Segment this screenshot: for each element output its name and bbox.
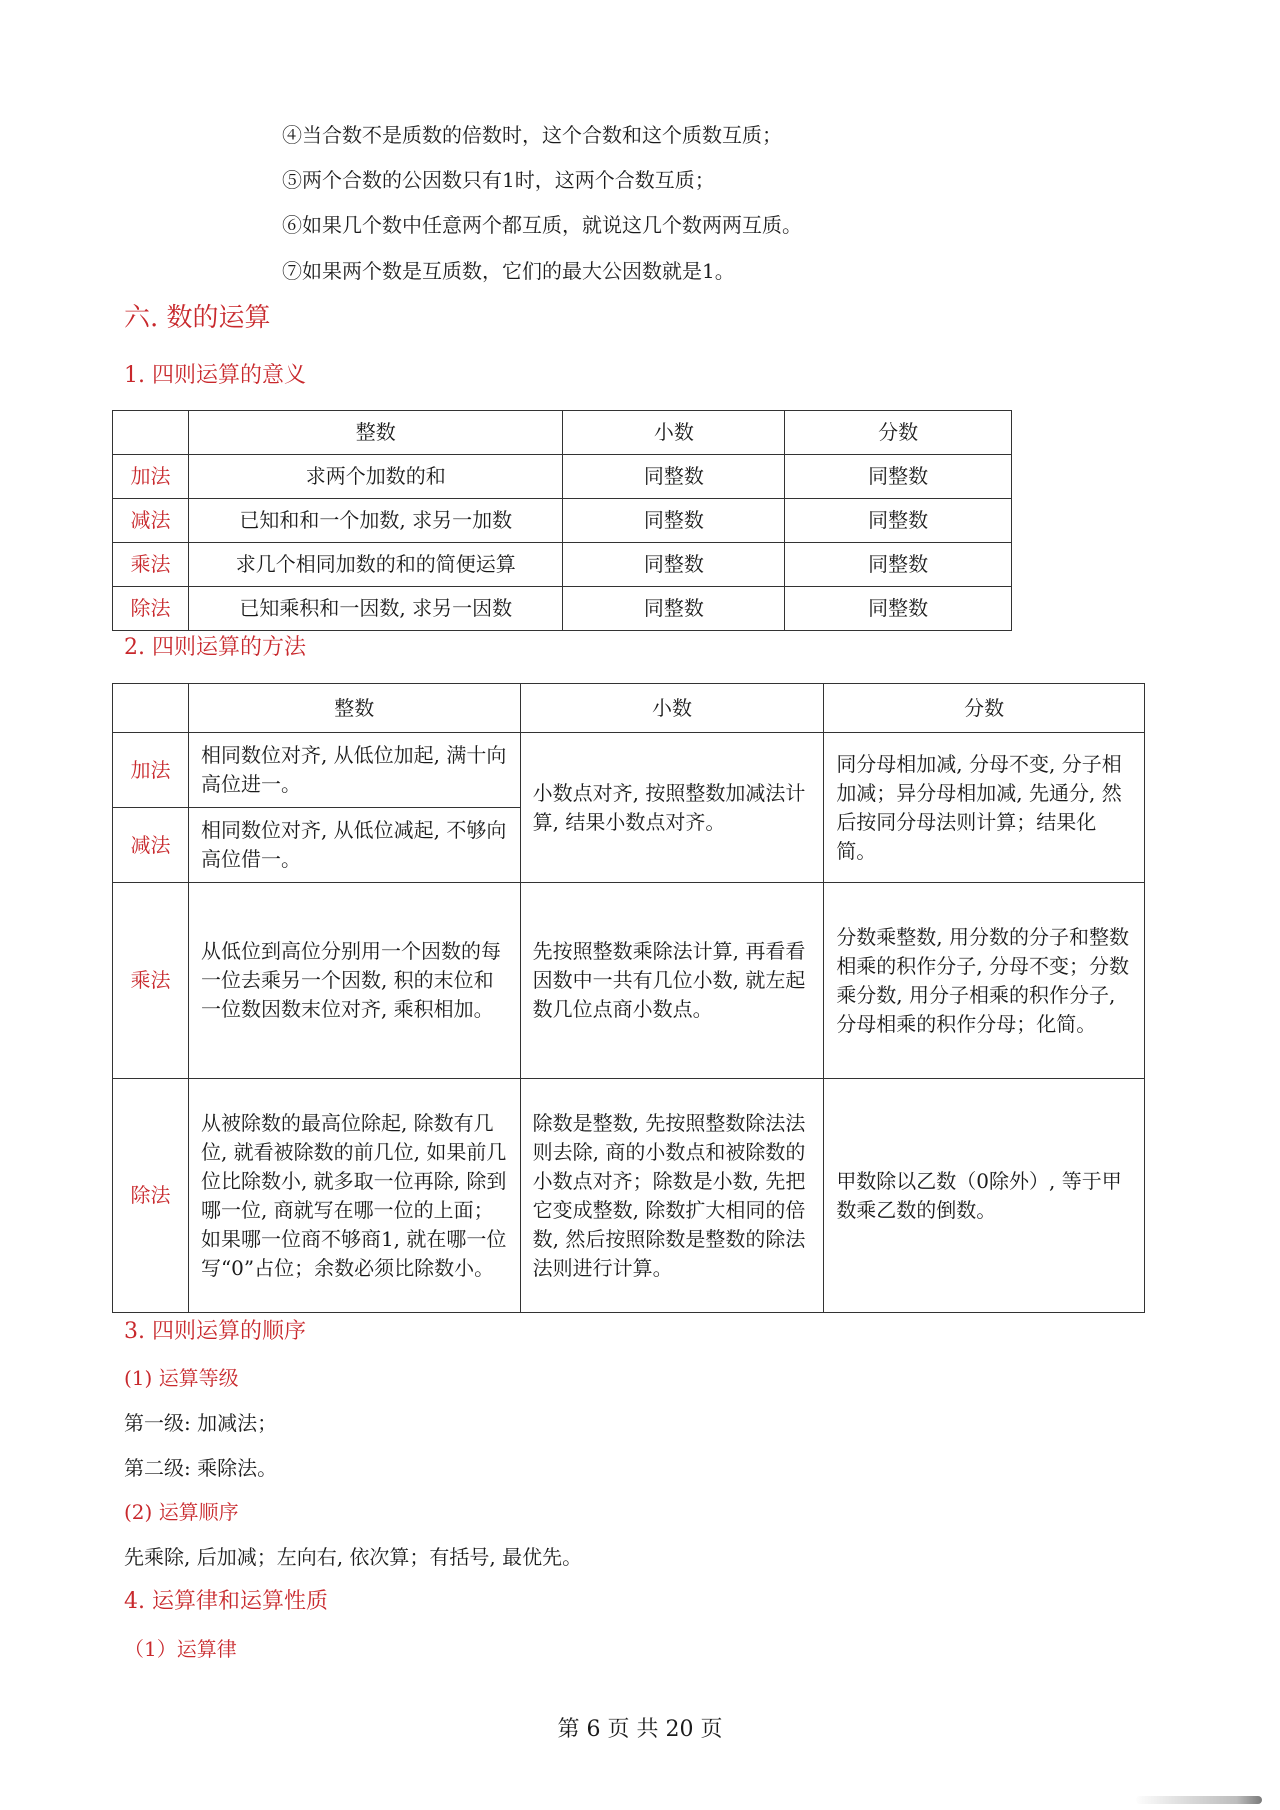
horizontal-scrollbar[interactable] <box>1136 1796 1262 1804</box>
table-header-cell <box>113 684 189 733</box>
table-cell: 同整数 <box>785 587 1012 631</box>
table-cell: 求两个加数的和 <box>188 455 563 499</box>
table-cell: 先按照整数乘除法计算, 再看看因数中一共有几位小数, 就左起数几位点商小数点。 <box>520 883 824 1079</box>
table-header-cell: 整数 <box>188 684 520 733</box>
operation-label: 加法 <box>113 455 189 499</box>
table-cell: 从低位到高位分别用一个因数的每一位去乘另一个因数, 积的末位和一位数因数末位对齐, 乘积相加。 <box>188 883 520 1079</box>
table-cell: 小数点对齐, 按照整数加减法计算, 结果小数点对齐。 <box>520 733 824 883</box>
table-cell: 同整数 <box>563 587 785 631</box>
table-cell: 同分母相加减, 分母不变, 分子相加减；异分母相加减, 先通分, 然后按同分母法则计算；结果化简。 <box>824 733 1145 883</box>
operation-label: 乘法 <box>113 883 189 1079</box>
method-table <box>112 683 1145 1313</box>
operation-label: 乘法 <box>113 543 189 587</box>
table-row <box>113 455 1012 499</box>
operation-level-title: (1) 运算等级 <box>124 1366 239 1390</box>
table-cell: 分数乘整数, 用分数的分子和整数相乘的积作分子, 分母不变；分数乘分数, 用分子相乘的积作分子, 分母相乘的积作分母；化简。 <box>824 883 1145 1079</box>
table-cell: 相同数位对齐, 从低位加起, 满十向高位进一。 <box>188 733 520 808</box>
operation-label: 减法 <box>113 808 189 883</box>
table-header-cell: 分数 <box>785 411 1012 455</box>
operation-law-title: （1）运算律 <box>124 1637 237 1661</box>
table-cell: 同整数 <box>785 499 1012 543</box>
table-row <box>113 587 1012 631</box>
operation-label: 减法 <box>113 499 189 543</box>
page-footer: 第 6 页 共 20 页 <box>557 1717 723 1742</box>
section-title: 六. 数的运算 <box>124 303 271 333</box>
table-cell: 同整数 <box>563 499 785 543</box>
operation-label: 除法 <box>113 587 189 631</box>
table-row <box>113 733 1145 808</box>
property-line-4: ④当合数不是质数的倍数时，这个合数和这个质数互质； <box>282 123 782 147</box>
table-row <box>113 543 1012 587</box>
table-row <box>113 883 1145 1079</box>
subsection-1-title: 1. 四则运算的意义 <box>124 363 306 388</box>
table-cell: 已知和和一个加数, 求另一加数 <box>188 499 563 543</box>
table-header-cell: 分数 <box>824 684 1145 733</box>
table-row <box>113 499 1012 543</box>
table-cell: 同整数 <box>563 543 785 587</box>
table-cell: 同整数 <box>785 543 1012 587</box>
operation-order-title: (2) 运算顺序 <box>124 1500 239 1524</box>
operation-label: 加法 <box>113 733 189 808</box>
table-cell: 同整数 <box>563 455 785 499</box>
table-cell: 甲数除以乙数（0除外）, 等于甲数乘乙数的倒数。 <box>824 1079 1145 1313</box>
table-header-cell: 整数 <box>188 411 563 455</box>
table-header-cell: 小数 <box>520 684 824 733</box>
table-header-cell <box>113 411 189 455</box>
operation-order-text: 先乘除, 后加减；左向右, 依次算；有括号, 最优先。 <box>124 1545 583 1569</box>
property-line-6: ⑥如果几个数中任意两个都互质，就说这几个数两两互质。 <box>282 213 802 237</box>
property-line-5: ⑤两个合数的公因数只有1时，这两个合数互质； <box>282 168 715 192</box>
table-header-cell: 小数 <box>563 411 785 455</box>
table-cell: 已知乘积和一因数, 求另一因数 <box>188 587 563 631</box>
table-cell: 同整数 <box>785 455 1012 499</box>
property-line-7: ⑦如果两个数是互质数，它们的最大公因数就是1。 <box>282 259 735 283</box>
table-cell: 除数是整数, 先按照整数除法法则去除, 商的小数点和被除数的小数点对齐；除数是小数, 先把它变成整数, 除数扩大相同的倍数, 然后按照除数是整数的除法法则进行计算。 <box>520 1079 824 1313</box>
level-two-text: 第二级: 乘除法。 <box>124 1456 278 1480</box>
level-one-text: 第一级: 加减法； <box>124 1411 278 1435</box>
operation-label: 除法 <box>113 1079 189 1313</box>
meaning-table <box>112 410 1012 631</box>
table-row <box>113 1079 1145 1313</box>
subsection-4-title: 4. 运算律和运算性质 <box>124 1589 328 1614</box>
subsection-2-title: 2. 四则运算的方法 <box>124 635 306 660</box>
table-cell: 求几个相同加数的和的简便运算 <box>188 543 563 587</box>
table-cell: 相同数位对齐, 从低位减起, 不够向高位借一。 <box>188 808 520 883</box>
table-cell: 从被除数的最高位除起, 除数有几位, 就看被除数的前几位, 如果前几位比除数小, 就多取一位再除, 除到哪一位, 商就写在哪一位的上面；如果哪一位商不够商1, 就在哪一位写“0”占位；余数必须比除数小。 <box>188 1079 520 1313</box>
subsection-3-title: 3. 四则运算的顺序 <box>124 1319 306 1344</box>
